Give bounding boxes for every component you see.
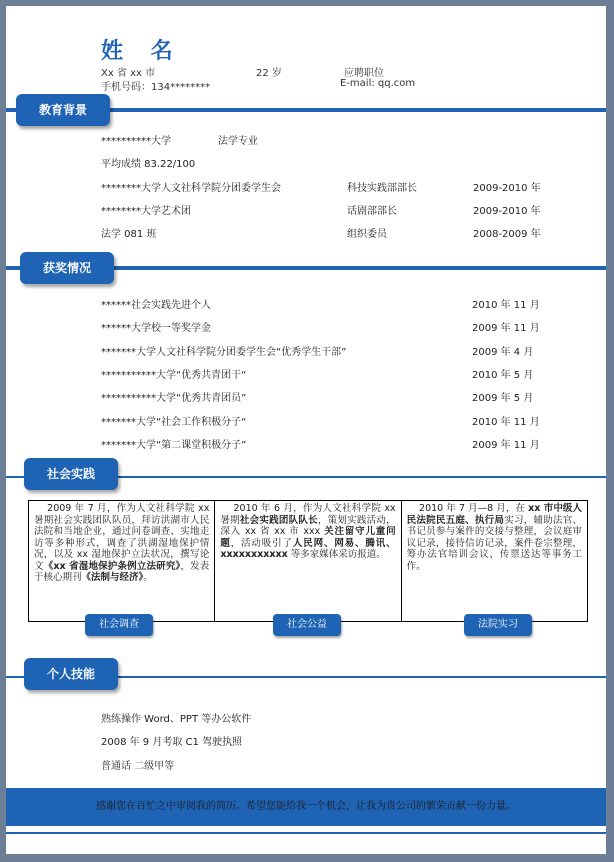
education-org: ********大学艺术团: [101, 206, 191, 217]
education-gpa: 平均成绩 83.22/100: [101, 159, 196, 170]
position-label: 应聘职位: [344, 68, 384, 79]
practice-label-internship: 法院实习: [464, 614, 532, 636]
education-major: 法学专业: [218, 136, 258, 147]
footer-message: 感谢您在百忙之中审阅我的简历。希望您能给我一个机会，让我为贵公司的繁荣贡献一份力量。: [6, 788, 606, 826]
education-date: 2009-2010 年: [473, 183, 541, 194]
award-name: ******社会实践先进个人: [101, 300, 211, 311]
education-org: ********大学人文社科学院分团委学生会: [101, 183, 281, 194]
practice-cell-internship: 2010 年 7 月—8 月，在 xx 市中级人民法院民五庭、执行局实习，辅助法官、书记员参与案件的交接与整理，会议庭审议记录，接待信访记录，案件卷宗整理，筹办法官培训会议，传票送达等事务工作。: [406, 503, 582, 572]
award-date: 2010 年 11 月: [472, 417, 540, 428]
education-role: 科技实践部部长: [347, 183, 417, 194]
practice-label-survey: 社会调查: [85, 614, 153, 636]
practice-label-charity: 社会公益: [273, 614, 341, 636]
award-name: ******大学校一等奖学金: [101, 323, 211, 334]
award-date: 2009 年 4 月: [472, 347, 534, 358]
practice-cell-survey: 2009 年 7 月，作为人文社科学院 xx 暑期社会实践团队队员，拜访洪湖市人民法院和当地企业，通过问卷调查、实地走访等多种形式，调查了洪湖湿地保护情况，以及 xx 湿地保护立法状况，撰写论文《xx 省湿地保护条例立法研究》，发表于核心期刊《法制与经济》。: [29, 501, 215, 621]
award-date: 2010 年 11 月: [472, 300, 540, 311]
award-date: 2009 年 11 月: [472, 323, 540, 334]
education-date: 2008-2009 年: [473, 229, 541, 240]
section-title-skills: 个人技能: [24, 658, 118, 690]
award-name: *******大学人文社科学院分团委学生会“优秀学生干部”: [101, 347, 347, 358]
phone: 手机号码：134********: [101, 82, 211, 93]
education-date: 2009-2010 年: [473, 206, 541, 217]
education-org: 法学 081 班: [101, 229, 157, 240]
award-name: *******大学“第二课堂积极分子”: [101, 440, 247, 451]
award-date: 2009 年 11 月: [472, 440, 540, 451]
age: 22 岁: [256, 68, 282, 79]
education-role: 组织委员: [347, 229, 387, 240]
skill-item: 熟练操作 Word、PPT 等办公软件: [101, 714, 252, 725]
section-title-awards: 获奖情况: [20, 252, 114, 284]
section-title-practice: 社会实践: [24, 458, 118, 490]
award-name: ***********大学“优秀共青团员”: [101, 393, 247, 404]
hometown: Xx 省 xx 市: [101, 68, 156, 79]
resume-page: [6, 6, 606, 854]
skill-item: 2008 年 9 月考取 C1 驾驶执照: [101, 737, 243, 748]
skill-item: 普通话 二级甲等: [101, 761, 175, 772]
award-name: *******大学“社会工作积极分子“: [101, 417, 247, 428]
education-school: **********大学: [101, 136, 171, 147]
footer-divider: [6, 832, 606, 834]
candidate-name: 姓 名: [101, 39, 183, 64]
award-date: 2010 年 5 月: [472, 370, 534, 381]
practice-cell-charity: 2010 年 6 月，作为人文社科学院 xx 暑期社会实践团队队长，策划实践活动，深入 xx 省 xx 市 xxx 关注留守儿童问题，活动吸引了人民网、网易、腾讯、xxxxxxxxxxx 等多家媒体采访报道。: [215, 501, 401, 621]
award-date: 2009 年 5 月: [472, 393, 534, 404]
section-title-education: 教育背景: [16, 94, 110, 126]
education-role: 话剧部部长: [347, 206, 397, 217]
email: E-mail: qq.com: [340, 78, 416, 89]
award-name: ***********大学“优秀共青团干“: [101, 370, 247, 381]
practice-table: [28, 500, 588, 622]
